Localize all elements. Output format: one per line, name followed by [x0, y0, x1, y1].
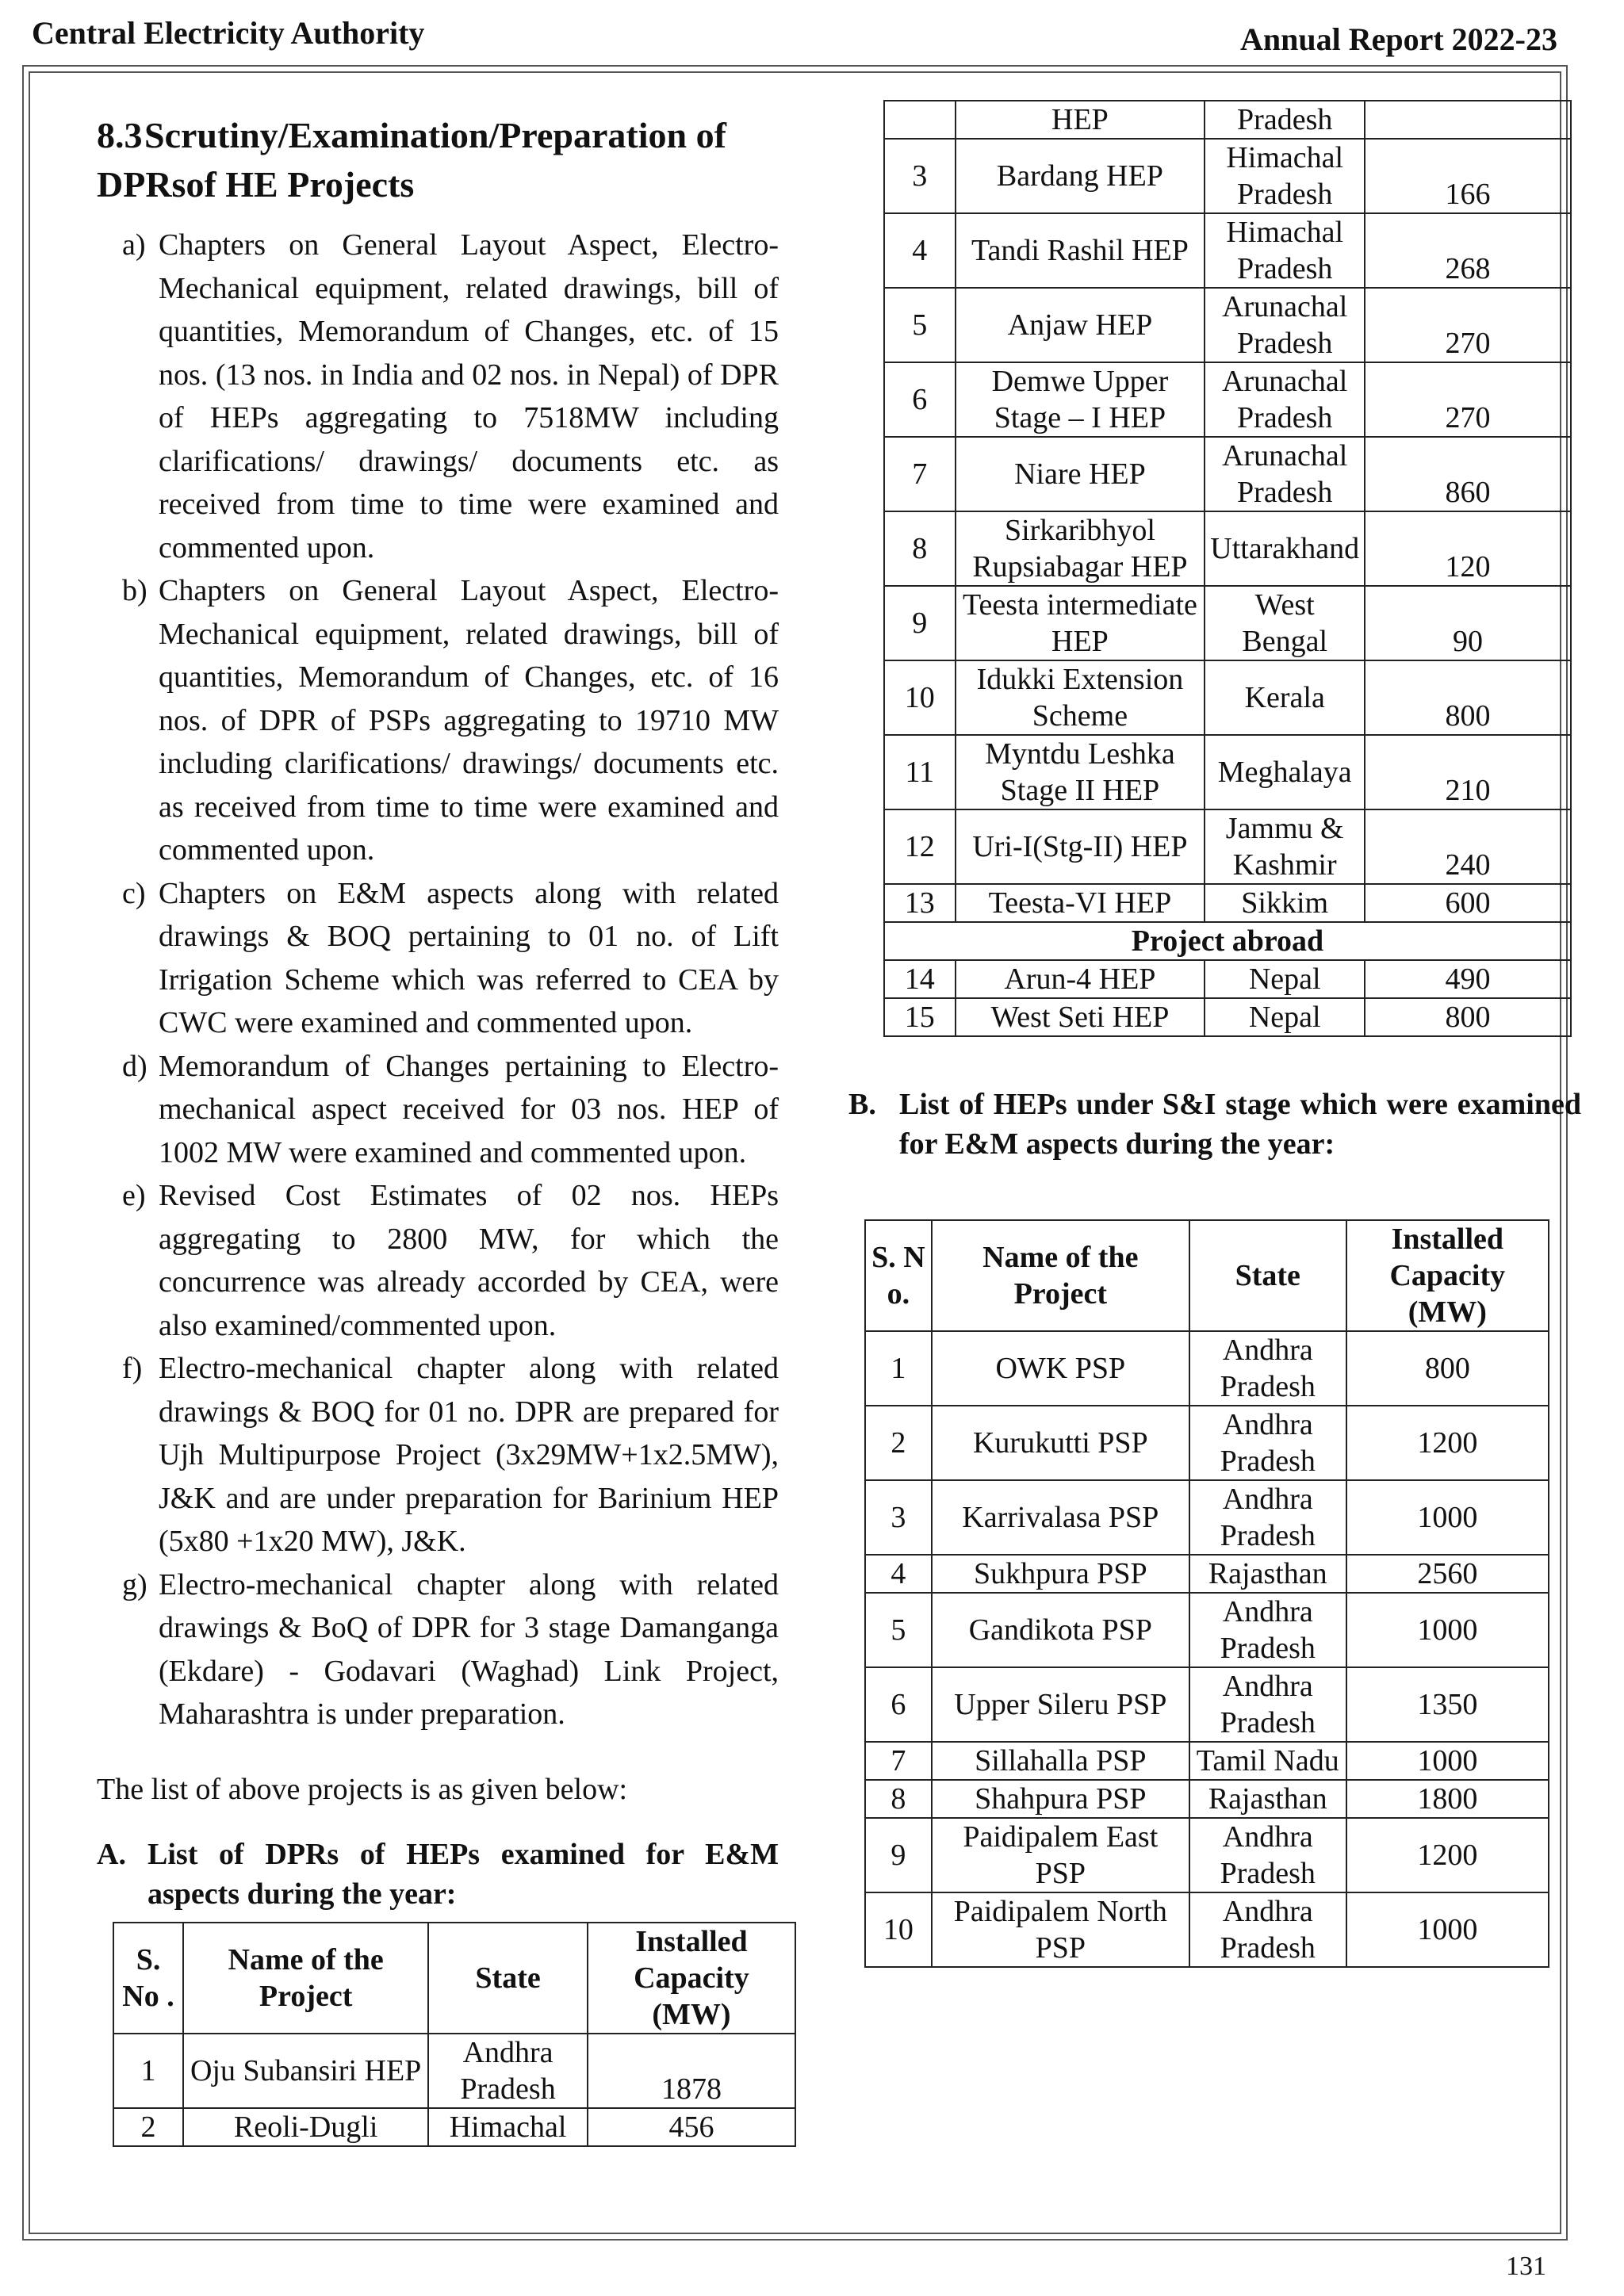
- cell-sno: 2: [865, 1406, 932, 1480]
- cell-capacity: [1365, 101, 1571, 139]
- cell-state: Andhra Pradesh: [1189, 1331, 1346, 1406]
- cell-capacity: 1200: [1346, 1406, 1549, 1480]
- cell-sno: 1: [865, 1331, 932, 1406]
- cell-sno: 9: [865, 1818, 932, 1892]
- cell-project-name: Paidipalem North PSP: [932, 1892, 1189, 1967]
- cell-sno: 9: [884, 586, 956, 660]
- cell-capacity: 268: [1365, 213, 1571, 288]
- table-row: [865, 1780, 1549, 1818]
- header-capacity: Installed Capacity (MW): [1346, 1220, 1549, 1331]
- cell-sno: 6: [865, 1667, 932, 1742]
- cell-sno: 7: [884, 437, 956, 511]
- cell-state: Andhra Pradesh: [1189, 1818, 1346, 1892]
- page-number: 131: [1506, 2252, 1546, 2281]
- cell-capacity: 240: [1365, 809, 1571, 884]
- cell-sno: 5: [884, 288, 956, 362]
- cell-project-name: HEP: [956, 101, 1205, 139]
- cell-state: Andhra Pradesh: [1189, 1667, 1346, 1742]
- table-b-caption: [848, 1085, 1581, 1164]
- list-item-label: a): [122, 228, 146, 262]
- list-item-text: Revised Cost Estimates of 02 nos. HEPs aggregating to 2800 MW, for which the concurrence was already accorded by CEA, were also examined/commented upon.: [159, 1179, 779, 1342]
- cell-sno: [884, 101, 956, 139]
- cell-project-name: Shahpura PSP: [932, 1780, 1189, 1818]
- cell-capacity: 1000: [1346, 1892, 1549, 1967]
- cell-sno: 10: [884, 660, 956, 735]
- table-b: [864, 1219, 1549, 1968]
- cell-state: Himachal Pradesh: [1205, 213, 1365, 288]
- list-item: [97, 1045, 779, 1175]
- cell-capacity: 1350: [1346, 1667, 1549, 1742]
- list-item-text: Electro-mechanical chapter along with related drawings & BOQ for 01 no. DPR are prepared for Ujh Multipurpose Project (3x29MW+1x2.5MW), J&K and are under preparation for Barinium HEP (5x80 +1x20 MW), J&K.: [159, 1352, 779, 1558]
- cell-capacity: 800: [1365, 660, 1571, 735]
- cell-sno: 7: [865, 1742, 932, 1780]
- cell-project-name: Kurukutti PSP: [932, 1406, 1189, 1480]
- cell-capacity: 270: [1365, 362, 1571, 437]
- cell-state: Andhra Pradesh: [1189, 1892, 1346, 1967]
- table-row: [884, 213, 1571, 288]
- cell-capacity: 2560: [1346, 1555, 1549, 1593]
- table-a-label: A.: [97, 1837, 126, 1871]
- table-a-caption: [97, 1835, 779, 1914]
- list-item: [97, 224, 779, 569]
- cell-project-name: Idukki Extension Scheme: [956, 660, 1205, 735]
- cell-project-name: Myntdu Leshka Stage II HEP: [956, 735, 1205, 809]
- cell-capacity: 270: [1365, 288, 1571, 362]
- cell-state: Rajasthan: [1189, 1780, 1346, 1818]
- table-row: [865, 1480, 1549, 1555]
- cell-state: West Bengal: [1205, 586, 1365, 660]
- table-row: [884, 437, 1571, 511]
- cell-sno: 3: [884, 139, 956, 213]
- cell-capacity: 456: [588, 2108, 795, 2146]
- cell-capacity: 1000: [1346, 1593, 1549, 1667]
- cell-project-name: Demwe Upper Stage – I HEP: [956, 362, 1205, 437]
- header-sno: S. N o.: [865, 1220, 932, 1331]
- cell-project-name: Sukhpura PSP: [932, 1555, 1189, 1593]
- cell-state: Pradesh: [1205, 101, 1365, 139]
- cell-project-name: Bardang HEP: [956, 139, 1205, 213]
- cell-project-name: Sillahalla PSP: [932, 1742, 1189, 1780]
- table-row: [884, 960, 1571, 998]
- table-a-caption-text: List of DPRs of HEPs examined for E&M aspects during the year:: [147, 1837, 779, 1911]
- table-b-label: B.: [848, 1088, 876, 1121]
- cell-capacity: 800: [1346, 1331, 1549, 1406]
- cell-state: Arunachal Pradesh: [1205, 362, 1365, 437]
- cell-project-name: Teesta intermediate HEP: [956, 586, 1205, 660]
- cell-state: Uttarakhand: [1205, 511, 1365, 586]
- cell-state: Andhra Pradesh: [1189, 1593, 1346, 1667]
- table-row: [865, 1818, 1549, 1892]
- header-project-name: Name of the Project: [932, 1220, 1189, 1331]
- table-row: [113, 2108, 795, 2146]
- list-item: [97, 1347, 779, 1563]
- cell-project-name: Teesta-VI HEP: [956, 884, 1205, 922]
- item-list: [97, 224, 779, 1736]
- cell-state: Tamil Nadu: [1189, 1742, 1346, 1780]
- cell-project-name: Gandikota PSP: [932, 1593, 1189, 1667]
- project-abroad-label: Project abroad: [884, 922, 1571, 960]
- table-row: [884, 809, 1571, 884]
- table-row-group: [884, 922, 1571, 960]
- list-item-text: Chapters on E&M aspects along with related drawings & BOQ pertaining to 01 no. of Lift Irrigation Scheme which was referred to CEA by CWC were examined and commented upon.: [159, 876, 779, 1039]
- list-item-label: b): [122, 574, 147, 607]
- cell-state: Himachal: [428, 2108, 588, 2146]
- table-row: [884, 586, 1571, 660]
- table-row: [884, 511, 1571, 586]
- cell-sno: 4: [865, 1555, 932, 1593]
- right-column: [848, 100, 1581, 1968]
- section-title: Scrutiny/Examination/Preparation of DPRsof HE Projects: [97, 115, 726, 205]
- cell-project-name: Reoli-Dugli: [183, 2108, 428, 2146]
- header-state: State: [1189, 1220, 1346, 1331]
- cell-capacity: 1200: [1346, 1818, 1549, 1892]
- cell-project-name: Arun-4 HEP: [956, 960, 1205, 998]
- cell-sno: 2: [113, 2108, 183, 2146]
- cell-project-name: Upper Sileru PSP: [932, 1667, 1189, 1742]
- intro-text: The list of above projects is as given below:: [97, 1772, 628, 1806]
- list-item-text: Memorandum of Changes pertaining to Electro-mechanical aspect received for 03 nos. HEP of 1002 MW were examined and commented upon.: [159, 1049, 779, 1169]
- table-row-continued: [884, 101, 1571, 139]
- section-number: 8.3: [97, 115, 143, 155]
- list-item-label: f): [122, 1352, 143, 1385]
- list-item-label: c): [122, 876, 146, 910]
- cell-capacity: 120: [1365, 511, 1571, 586]
- header-sno: S. No .: [113, 1923, 183, 2034]
- table-row: [865, 1406, 1549, 1480]
- table-row: [884, 362, 1571, 437]
- cell-sno: 8: [884, 511, 956, 586]
- table-row: [884, 735, 1571, 809]
- table-row: [884, 998, 1571, 1036]
- cell-project-name: West Seti HEP: [956, 998, 1205, 1036]
- table-a-part-2: [883, 100, 1572, 1037]
- cell-sno: 10: [865, 1892, 932, 1967]
- table-b-caption-text: List of HEPs under S&I stage which were examined for E&M aspects during the year:: [899, 1088, 1581, 1161]
- cell-state: Sikkim: [1205, 884, 1365, 922]
- cell-sno: 12: [884, 809, 956, 884]
- cell-sno: 15: [884, 998, 956, 1036]
- cell-capacity: 210: [1365, 735, 1571, 809]
- cell-sno: 13: [884, 884, 956, 922]
- list-item-label: e): [122, 1179, 146, 1212]
- cell-state: Kerala: [1205, 660, 1365, 735]
- table-row: [865, 1742, 1549, 1780]
- cell-capacity: 166: [1365, 139, 1571, 213]
- cell-sno: 1: [113, 2034, 183, 2108]
- table-a-part-1: [113, 1922, 796, 2147]
- cell-sno: 4: [884, 213, 956, 288]
- cell-project-name: Sirkaribhyol Rupsiabagar HEP: [956, 511, 1205, 586]
- header-capacity: Installed Capacity (MW): [588, 1923, 795, 2034]
- left-column: [97, 111, 779, 2147]
- cell-state: Nepal: [1205, 998, 1365, 1036]
- cell-state: Arunachal Pradesh: [1205, 288, 1365, 362]
- cell-capacity: 1800: [1346, 1780, 1549, 1818]
- cell-sno: 8: [865, 1780, 932, 1818]
- cell-state: Nepal: [1205, 960, 1365, 998]
- cell-state: Meghalaya: [1205, 735, 1365, 809]
- cell-state: Andhra Pradesh: [1189, 1406, 1346, 1480]
- cell-capacity: 490: [1365, 960, 1571, 998]
- table-row: [865, 1667, 1549, 1742]
- header-state: State: [428, 1923, 588, 2034]
- cell-project-name: OWK PSP: [932, 1331, 1189, 1406]
- cell-state: Andhra Pradesh: [428, 2034, 588, 2108]
- cell-capacity: 600: [1365, 884, 1571, 922]
- cell-project-name: Uri-I(Stg-II) HEP: [956, 809, 1205, 884]
- cell-capacity: 1000: [1346, 1742, 1549, 1780]
- cell-project-name: Paidipalem East PSP: [932, 1818, 1189, 1892]
- table-row: [884, 884, 1571, 922]
- table-row: [884, 139, 1571, 213]
- list-item-text: Electro-mechanical chapter along with related drawings & BoQ of DPR for 3 stage Damanganga (Ekdare) - Godavari (Waghad) Link Project, Maharashtra is under preparation.: [159, 1567, 779, 1731]
- list-item: [97, 872, 779, 1045]
- cell-project-name: Niare HEP: [956, 437, 1205, 511]
- header-report-title: Annual Report 2022-23: [1239, 21, 1557, 57]
- cell-sno: 5: [865, 1593, 932, 1667]
- cell-capacity: 860: [1365, 437, 1571, 511]
- list-item: [97, 1174, 779, 1347]
- cell-capacity: 1878: [588, 2034, 795, 2108]
- list-item-text: Chapters on General Layout Aspect, Electro-Mechanical equipment, related drawings, bill of quantities, Memorandum of Changes, etc. of 16 nos. of DPR of PSPs aggregating to 19710 MW including clarifications/ drawings/ documents etc. as received from time to time were examined and commented upon.: [159, 574, 779, 867]
- cell-capacity: 800: [1365, 998, 1571, 1036]
- cell-project-name: Karrivalasa PSP: [932, 1480, 1189, 1555]
- cell-sno: 11: [884, 735, 956, 809]
- table-row: [884, 288, 1571, 362]
- header-org: Central Electricity Authority: [32, 15, 425, 51]
- cell-sno: 6: [884, 362, 956, 437]
- header-project-name: Name of the Project: [183, 1923, 428, 2034]
- cell-project-name: Tandi Rashil HEP: [956, 213, 1205, 288]
- list-item-label: d): [122, 1049, 147, 1083]
- section-heading: [97, 111, 779, 209]
- cell-sno: 14: [884, 960, 956, 998]
- table-row: [113, 2034, 795, 2108]
- cell-project-name: Oju Subansiri HEP: [183, 2034, 428, 2108]
- table-row: [884, 660, 1571, 735]
- list-item-label: g): [122, 1567, 147, 1601]
- cell-state: Himachal Pradesh: [1205, 139, 1365, 213]
- table-row: [865, 1331, 1549, 1406]
- cell-state: Jammu & Kashmir: [1205, 809, 1365, 884]
- cell-state: Arunachal Pradesh: [1205, 437, 1365, 511]
- cell-capacity: 90: [1365, 586, 1571, 660]
- cell-state: Andhra Pradesh: [1189, 1480, 1346, 1555]
- list-item: [97, 569, 779, 872]
- table-row: [865, 1593, 1549, 1667]
- cell-sno: 3: [865, 1480, 932, 1555]
- table-row: [865, 1555, 1549, 1593]
- cell-project-name: Anjaw HEP: [956, 288, 1205, 362]
- cell-capacity: 1000: [1346, 1480, 1549, 1555]
- cell-state: Rajasthan: [1189, 1555, 1346, 1593]
- list-item-text: Chapters on General Layout Aspect, Electro-Mechanical equipment, related drawings, bill of quantities, Memorandum of Changes, etc. of 15 nos. (13 nos. in India and 02 nos. in Nepal) of DPR of HEPs aggregating to 7518MW including clarifications/ drawings/ documents etc. as received from time to time were examined and commented upon.: [159, 228, 779, 564]
- list-item: [97, 1563, 779, 1736]
- table-row: [865, 1892, 1549, 1967]
